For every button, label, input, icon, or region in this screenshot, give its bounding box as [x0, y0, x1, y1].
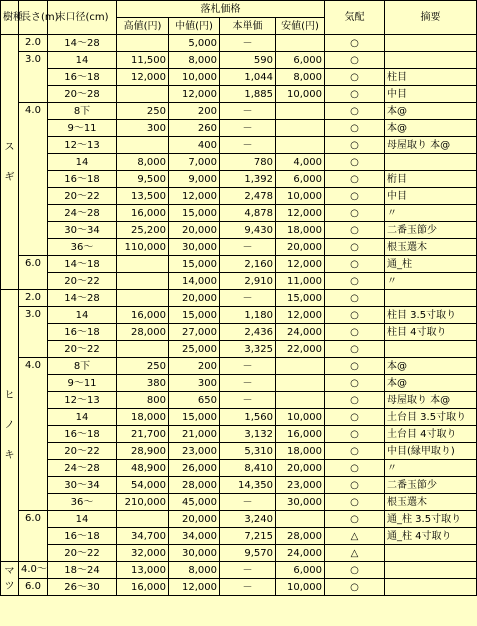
low-price-cell — [276, 358, 325, 375]
unit-price-cell: 4,878 — [220, 205, 276, 222]
mid-price-cell: 12,000 — [169, 86, 220, 103]
length-cell: 3.0 — [19, 52, 48, 103]
mid-price-cell: 14,000 — [169, 273, 220, 290]
high-price-cell: 18,000 — [117, 409, 169, 426]
mood-cell: ○ — [325, 69, 385, 86]
mood-cell: ○ — [325, 290, 385, 307]
low-price-cell — [276, 35, 325, 52]
mood-cell: ○ — [325, 375, 385, 392]
price-table-body — [1, 35, 477, 596]
header-mood: 気配 — [325, 1, 385, 35]
table-row — [1, 256, 477, 273]
mid-price-cell: 12,000 — [169, 188, 220, 205]
mood-cell: ○ — [325, 273, 385, 290]
high-price-cell: 34,700 — [117, 528, 169, 545]
mid-price-cell: 15,000 — [169, 307, 220, 324]
high-price-cell: 16,000 — [117, 205, 169, 222]
header-mid: 中値(円) — [169, 18, 220, 35]
mood-cell: △ — [325, 545, 385, 562]
high-price-cell — [117, 86, 169, 103]
mid-price-cell: 200 — [169, 103, 220, 120]
diameter-cell: 20～22 — [48, 273, 117, 290]
summary-cell: 母屋取り 本@ — [385, 137, 477, 154]
low-price-cell: 16,000 — [276, 426, 325, 443]
mood-cell: ○ — [325, 52, 385, 69]
table-row — [1, 545, 477, 562]
mid-price-cell: 26,000 — [169, 460, 220, 477]
unit-price-cell: － — [220, 103, 276, 120]
table-row — [1, 120, 477, 137]
diameter-cell: 20～28 — [48, 86, 117, 103]
mood-cell: ○ — [325, 35, 385, 52]
high-price-cell: 28,900 — [117, 443, 169, 460]
summary-cell: 根玉選木 — [385, 239, 477, 256]
summary-cell: 二番玉節少 — [385, 477, 477, 494]
summary-cell: 中目 — [385, 188, 477, 205]
summary-cell: 通_柱 3.5寸取り — [385, 511, 477, 528]
species-cell: マ ツ — [1, 562, 19, 596]
summary-cell: 根玉選木 — [385, 494, 477, 511]
summary-cell: 中目 — [385, 86, 477, 103]
mood-cell: ○ — [325, 579, 385, 596]
low-price-cell: 18,000 — [276, 443, 325, 460]
summary-cell — [385, 35, 477, 52]
unit-price-cell: 2,160 — [220, 256, 276, 273]
high-price-cell: 16,000 — [117, 579, 169, 596]
mid-price-cell: 400 — [169, 137, 220, 154]
summary-cell — [385, 341, 477, 358]
header-length: 長さ(m) — [19, 1, 48, 35]
table-row — [1, 426, 477, 443]
high-price-cell — [117, 290, 169, 307]
table-row — [1, 443, 477, 460]
summary-cell: 〃 — [385, 273, 477, 290]
diameter-cell: 36～ — [48, 239, 117, 256]
unit-price-cell: 9,430 — [220, 222, 276, 239]
mid-price-cell: 200 — [169, 358, 220, 375]
low-price-cell: 11,000 — [276, 273, 325, 290]
high-price-cell: 28,000 — [117, 324, 169, 341]
diameter-cell: 20～22 — [48, 188, 117, 205]
high-price-cell: 8,000 — [117, 154, 169, 171]
length-cell: 2.0 — [19, 290, 48, 307]
high-price-cell — [117, 35, 169, 52]
mid-price-cell: 34,000 — [169, 528, 220, 545]
header-summary: 摘要 — [385, 1, 477, 35]
header-species: 樹種 — [1, 1, 19, 35]
summary-cell: 土台目 3.5寸取り — [385, 409, 477, 426]
mid-price-cell: 27,000 — [169, 324, 220, 341]
high-price-cell: 32,000 — [117, 545, 169, 562]
low-price-cell: 6,000 — [276, 171, 325, 188]
table-row — [1, 222, 477, 239]
low-price-cell: 23,000 — [276, 477, 325, 494]
mood-cell: ○ — [325, 324, 385, 341]
unit-price-cell: 9,570 — [220, 545, 276, 562]
summary-cell: 通_柱 4寸取り — [385, 528, 477, 545]
unit-price-cell: 1,180 — [220, 307, 276, 324]
mid-price-cell: 45,000 — [169, 494, 220, 511]
summary-cell: 土台目 4寸取り — [385, 426, 477, 443]
table-row — [1, 137, 477, 154]
diameter-cell: 18～24 — [48, 562, 117, 579]
low-price-cell: 22,000 — [276, 341, 325, 358]
low-price-cell: 28,000 — [276, 528, 325, 545]
header-row-1 — [1, 1, 477, 18]
high-price-cell: 54,000 — [117, 477, 169, 494]
diameter-cell: 12～13 — [48, 392, 117, 409]
summary-cell: 母屋取り 本@ — [385, 392, 477, 409]
mid-price-cell: 7,000 — [169, 154, 220, 171]
high-price-cell: 25,200 — [117, 222, 169, 239]
mid-price-cell: 10,000 — [169, 69, 220, 86]
summary-cell: 二番玉節少 — [385, 222, 477, 239]
low-price-cell: 20,000 — [276, 239, 325, 256]
high-price-cell: 12,000 — [117, 69, 169, 86]
mid-price-cell: 12,000 — [169, 579, 220, 596]
table-row — [1, 52, 477, 69]
low-price-cell: 10,000 — [276, 579, 325, 596]
diameter-cell: 8下 — [48, 358, 117, 375]
summary-cell: 本@ — [385, 120, 477, 137]
unit-price-cell: 2,478 — [220, 188, 276, 205]
high-price-cell: 48,900 — [117, 460, 169, 477]
low-price-cell: 8,000 — [276, 69, 325, 86]
table-row — [1, 86, 477, 103]
diameter-cell: 9～11 — [48, 375, 117, 392]
high-price-cell: 250 — [117, 103, 169, 120]
header-high: 高値(円) — [117, 18, 169, 35]
diameter-cell: 30～34 — [48, 222, 117, 239]
low-price-cell: 4,000 — [276, 154, 325, 171]
unit-price-cell: 590 — [220, 52, 276, 69]
low-price-cell: 15,000 — [276, 290, 325, 307]
mood-cell: ○ — [325, 205, 385, 222]
table-row — [1, 69, 477, 86]
header-unit: 本単価 — [220, 18, 276, 35]
length-cell: 6.0 — [19, 511, 48, 562]
summary-cell: 通_柱 — [385, 256, 477, 273]
low-price-cell — [276, 137, 325, 154]
summary-cell — [385, 154, 477, 171]
mood-cell: ○ — [325, 154, 385, 171]
table-row — [1, 460, 477, 477]
table-row — [1, 188, 477, 205]
low-price-cell — [276, 375, 325, 392]
diameter-cell: 16～18 — [48, 528, 117, 545]
mood-cell: ○ — [325, 426, 385, 443]
mood-cell: ○ — [325, 562, 385, 579]
diameter-cell: 16～18 — [48, 171, 117, 188]
summary-cell: 柱目 3.5寸取り — [385, 307, 477, 324]
unit-price-cell: 2,436 — [220, 324, 276, 341]
mid-price-cell: 15,000 — [169, 205, 220, 222]
high-price-cell: 13,500 — [117, 188, 169, 205]
high-price-cell: 300 — [117, 120, 169, 137]
species-cell: ヒ ノ キ — [1, 290, 19, 562]
length-cell: 2.0 — [19, 35, 48, 52]
table-row — [1, 477, 477, 494]
diameter-cell: 36～ — [48, 494, 117, 511]
table-row — [1, 154, 477, 171]
high-price-cell — [117, 341, 169, 358]
diameter-cell: 9～11 — [48, 120, 117, 137]
table-row — [1, 358, 477, 375]
low-price-cell: 10,000 — [276, 409, 325, 426]
header-price: 落札価格 — [117, 1, 325, 18]
summary-cell: 〃 — [385, 460, 477, 477]
unit-price-cell: － — [220, 358, 276, 375]
table-row — [1, 528, 477, 545]
high-price-cell — [117, 137, 169, 154]
high-price-cell: 16,000 — [117, 307, 169, 324]
diameter-cell: 16～18 — [48, 426, 117, 443]
diameter-cell: 14～28 — [48, 35, 117, 52]
unit-price-cell: 1,044 — [220, 69, 276, 86]
mid-price-cell: 8,000 — [169, 562, 220, 579]
high-price-cell: 13,000 — [117, 562, 169, 579]
diameter-cell: 20～22 — [48, 443, 117, 460]
low-price-cell: 20,000 — [276, 460, 325, 477]
length-cell: 4.0 — [19, 103, 48, 256]
mid-price-cell: 15,000 — [169, 256, 220, 273]
mid-price-cell: 15,000 — [169, 409, 220, 426]
summary-cell: 本@ — [385, 103, 477, 120]
low-price-cell — [276, 120, 325, 137]
unit-price-cell: 8,410 — [220, 460, 276, 477]
summary-cell: 柱目 — [385, 69, 477, 86]
summary-cell — [385, 562, 477, 579]
high-price-cell: 380 — [117, 375, 169, 392]
table-row — [1, 239, 477, 256]
high-price-cell: 21,700 — [117, 426, 169, 443]
low-price-cell: 24,000 — [276, 545, 325, 562]
low-price-cell: 6,000 — [276, 52, 325, 69]
diameter-cell: 24～28 — [48, 460, 117, 477]
mood-cell: ○ — [325, 222, 385, 239]
unit-price-cell: － — [220, 120, 276, 137]
mid-price-cell: 8,000 — [169, 52, 220, 69]
mid-price-cell: 260 — [169, 120, 220, 137]
mid-price-cell: 650 — [169, 392, 220, 409]
table-row — [1, 562, 477, 579]
mid-price-cell: 30,000 — [169, 545, 220, 562]
mood-cell: ○ — [325, 494, 385, 511]
low-price-cell: 12,000 — [276, 205, 325, 222]
unit-price-cell: 780 — [220, 154, 276, 171]
species-cell: ス ギ — [1, 35, 19, 290]
unit-price-cell: 5,310 — [220, 443, 276, 460]
mid-price-cell: 28,000 — [169, 477, 220, 494]
mood-cell: ○ — [325, 137, 385, 154]
table-row — [1, 205, 477, 222]
diameter-cell: 14～28 — [48, 290, 117, 307]
table-row — [1, 409, 477, 426]
mid-price-cell: 20,000 — [169, 222, 220, 239]
table-row — [1, 511, 477, 528]
mood-cell: ○ — [325, 307, 385, 324]
length-cell: 4.0～ — [19, 562, 48, 579]
low-price-cell: 12,000 — [276, 256, 325, 273]
unit-price-cell: － — [220, 494, 276, 511]
unit-price-cell: － — [220, 579, 276, 596]
table-row — [1, 103, 477, 120]
mood-cell: ○ — [325, 358, 385, 375]
unit-price-cell: － — [220, 392, 276, 409]
low-price-cell — [276, 103, 325, 120]
summary-cell: 本@ — [385, 375, 477, 392]
diameter-cell: 14～18 — [48, 256, 117, 273]
unit-price-cell: － — [220, 562, 276, 579]
mood-cell: ○ — [325, 392, 385, 409]
mood-cell: ○ — [325, 341, 385, 358]
mood-cell: ○ — [325, 511, 385, 528]
high-price-cell: 11,500 — [117, 52, 169, 69]
high-price-cell: 9,500 — [117, 171, 169, 188]
table-row — [1, 290, 477, 307]
mood-cell: ○ — [325, 171, 385, 188]
mid-price-cell: 23,000 — [169, 443, 220, 460]
diameter-cell: 20～22 — [48, 545, 117, 562]
mood-cell: ○ — [325, 443, 385, 460]
low-price-cell: 18,000 — [276, 222, 325, 239]
summary-cell: 本@ — [385, 358, 477, 375]
mid-price-cell: 300 — [169, 375, 220, 392]
low-price-cell — [276, 511, 325, 528]
table-row — [1, 579, 477, 596]
table-row — [1, 341, 477, 358]
diameter-cell: 16～18 — [48, 324, 117, 341]
high-price-cell — [117, 256, 169, 273]
length-cell: 6.0 — [19, 256, 48, 290]
mid-price-cell: 5,000 — [169, 35, 220, 52]
mood-cell: ○ — [325, 239, 385, 256]
table-row — [1, 392, 477, 409]
mood-cell: △ — [325, 528, 385, 545]
diameter-cell: 14 — [48, 409, 117, 426]
unit-price-cell: － — [220, 239, 276, 256]
unit-price-cell: 1,392 — [220, 171, 276, 188]
mid-price-cell: 20,000 — [169, 290, 220, 307]
diameter-cell: 14 — [48, 511, 117, 528]
summary-cell — [385, 545, 477, 562]
unit-price-cell: － — [220, 290, 276, 307]
unit-price-cell: 2,910 — [220, 273, 276, 290]
low-price-cell: 6,000 — [276, 562, 325, 579]
diameter-cell: 12～13 — [48, 137, 117, 154]
mid-price-cell: 21,000 — [169, 426, 220, 443]
header-diameter: 末口径(cm) — [48, 1, 117, 35]
low-price-cell: 30,000 — [276, 494, 325, 511]
unit-price-cell: 1,560 — [220, 409, 276, 426]
unit-price-cell: － — [220, 35, 276, 52]
table-row — [1, 494, 477, 511]
mood-cell: ○ — [325, 477, 385, 494]
summary-cell — [385, 52, 477, 69]
diameter-cell: 14 — [48, 307, 117, 324]
table-row — [1, 324, 477, 341]
unit-price-cell: 3,132 — [220, 426, 276, 443]
low-price-cell: 10,000 — [276, 188, 325, 205]
summary-cell: 桁目 — [385, 171, 477, 188]
unit-price-cell: － — [220, 375, 276, 392]
unit-price-cell: － — [220, 137, 276, 154]
high-price-cell: 210,000 — [117, 494, 169, 511]
mood-cell: ○ — [325, 120, 385, 137]
high-price-cell — [117, 511, 169, 528]
mood-cell: ○ — [325, 460, 385, 477]
table-row — [1, 273, 477, 290]
diameter-cell: 26～30 — [48, 579, 117, 596]
mood-cell: ○ — [325, 409, 385, 426]
high-price-cell: 250 — [117, 358, 169, 375]
diameter-cell: 16～18 — [48, 69, 117, 86]
mid-price-cell: 20,000 — [169, 511, 220, 528]
mid-price-cell: 30,000 — [169, 239, 220, 256]
unit-price-cell: 14,350 — [220, 477, 276, 494]
length-cell: 6.0 — [19, 579, 48, 596]
table-row — [1, 171, 477, 188]
low-price-cell: 10,000 — [276, 86, 325, 103]
summary-cell: 中目(縁甲取り) — [385, 443, 477, 460]
low-price-cell — [276, 392, 325, 409]
diameter-cell: 14 — [48, 52, 117, 69]
diameter-cell: 8下 — [48, 103, 117, 120]
unit-price-cell: 1,885 — [220, 86, 276, 103]
summary-cell: 柱目 4寸取り — [385, 324, 477, 341]
unit-price-cell: 7,215 — [220, 528, 276, 545]
mood-cell: ○ — [325, 103, 385, 120]
mood-cell: ○ — [325, 188, 385, 205]
high-price-cell: 800 — [117, 392, 169, 409]
table-row — [1, 375, 477, 392]
high-price-cell — [117, 273, 169, 290]
summary-cell — [385, 579, 477, 596]
summary-cell — [385, 290, 477, 307]
summary-cell: 〃 — [385, 205, 477, 222]
diameter-cell: 20～22 — [48, 341, 117, 358]
high-price-cell: 110,000 — [117, 239, 169, 256]
header-low: 安値(円) — [276, 18, 325, 35]
unit-price-cell: 3,325 — [220, 341, 276, 358]
length-cell: 4.0 — [19, 358, 48, 511]
mid-price-cell: 25,000 — [169, 341, 220, 358]
diameter-cell: 14 — [48, 154, 117, 171]
mood-cell: ○ — [325, 86, 385, 103]
low-price-cell: 12,000 — [276, 307, 325, 324]
diameter-cell: 24～28 — [48, 205, 117, 222]
table-row — [1, 35, 477, 52]
low-price-cell: 24,000 — [276, 324, 325, 341]
length-cell: 3.0 — [19, 307, 48, 358]
mood-cell: ○ — [325, 256, 385, 273]
table-row — [1, 307, 477, 324]
unit-price-cell: 3,240 — [220, 511, 276, 528]
diameter-cell: 30～34 — [48, 477, 117, 494]
mid-price-cell: 9,000 — [169, 171, 220, 188]
